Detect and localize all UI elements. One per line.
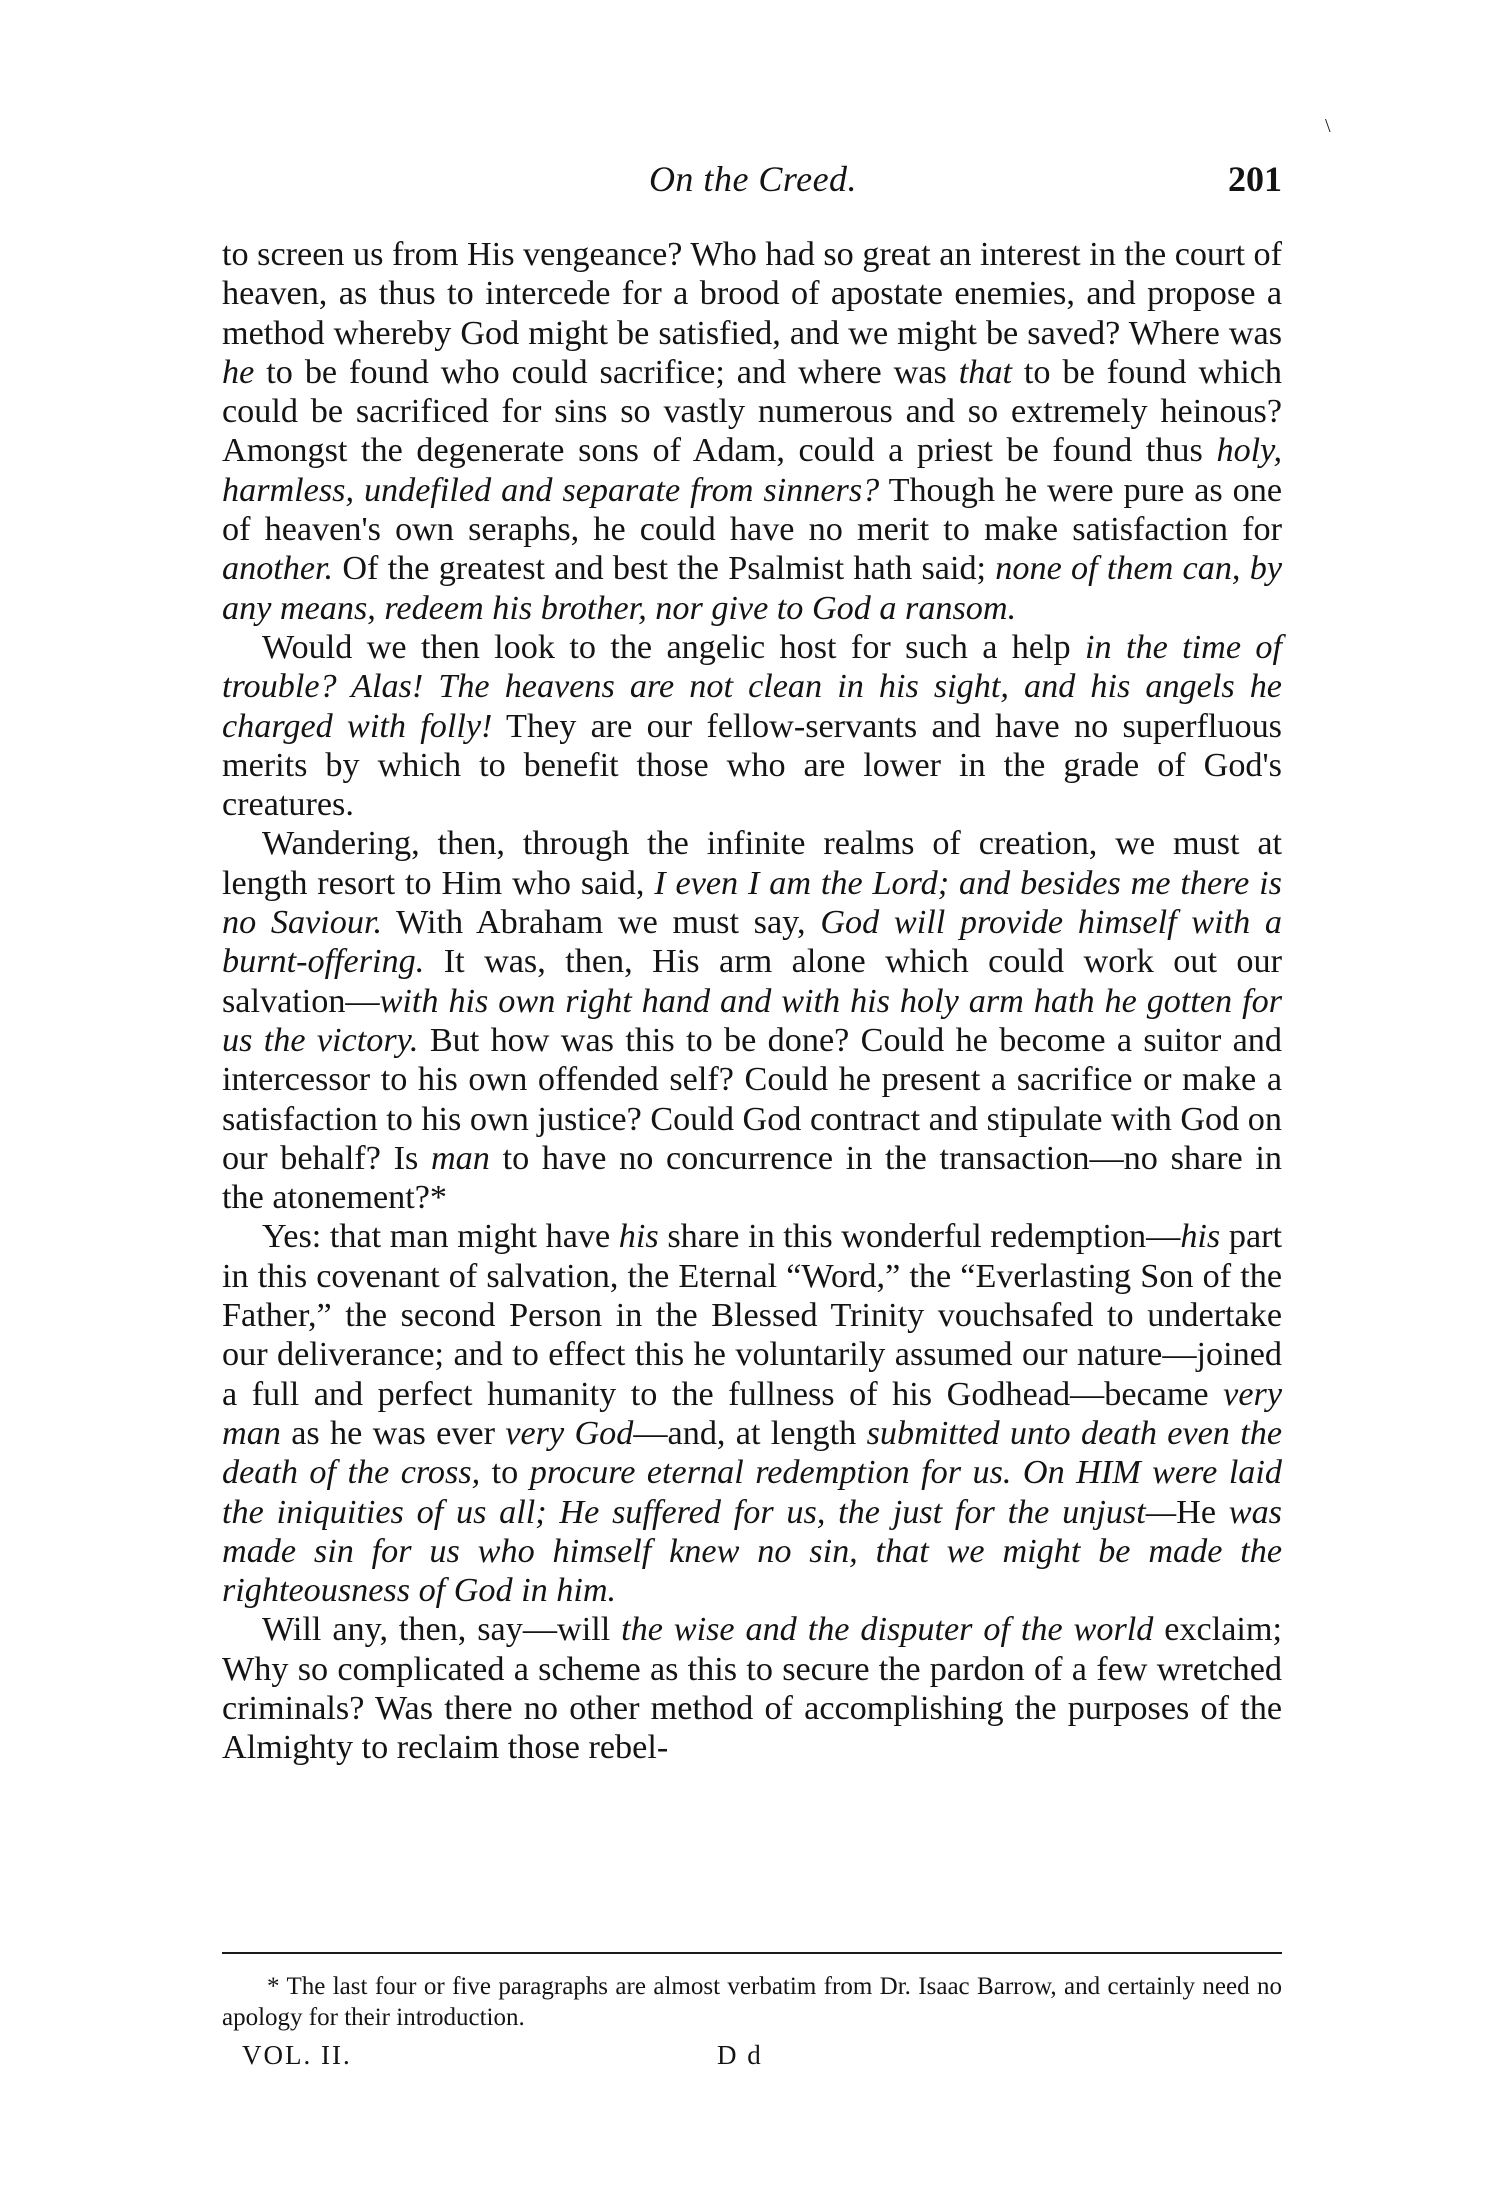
- italic-run: that: [958, 353, 1012, 391]
- text-run: Wandering, then, through the infinite realms of creation, we must at length resort to Him who said,: [222, 825, 1282, 902]
- text-run: to: [480, 1454, 530, 1492]
- text-run: He: [1176, 1493, 1229, 1531]
- italic-run: the wise and the disputer of the world: [621, 1611, 1154, 1649]
- page-number: 201: [1228, 159, 1282, 199]
- text-run: Would we then look to the angelic host for such a help: [262, 628, 1086, 666]
- text-run: part in this covenant of salvation, the Eternal “Word,” the “Everlasting Son of the Father,” the second Person in the Blessed Trinity vouchsafed to undertake our deliverance; and to effect this he voluntarily assumed our nature—joined a full and perfect humanity to the fullness of his Godhead—became: [222, 1218, 1283, 1413]
- italic-run: God will provide himself with a burnt-offering.: [222, 904, 1283, 981]
- text-run: But how was this to be done? Could he become a suitor and intercessor to his own offended self? Could he present a sacrifice or make a satisfaction to his own justice? Could God contract and stipulate with God on our behalf? Is: [222, 1021, 1282, 1177]
- text-run: —and, at length: [633, 1414, 867, 1452]
- text-run: exclaim; Why so complicated a scheme as this to secure the pardon of a few wretched criminals? Was there no other method of accomplishing the purposes of the Almighty to reclaim those rebel-: [222, 1611, 1282, 1767]
- signature-line: [222, 2040, 1282, 2076]
- footnote-rule: [222, 1952, 1282, 1954]
- paragraph: [222, 628, 1282, 824]
- italic-run: with his own right hand and with his holy arm hath he gotten for us the victory.: [222, 982, 1282, 1059]
- text-run: to screen us from His vengeance? Who had so great an interest in the court of heaven, as thus to intercede for a brood of apostate enemies, and propose a method whereby God might be satisfied, and we might be saved? Where was: [222, 236, 1282, 352]
- italic-run: procure eternal redemption for us. On HIM were laid the iniquities of us all; He suffered for us, the just for the unjust—: [222, 1454, 1282, 1531]
- italic-run: very man: [222, 1375, 1282, 1452]
- italic-run: his: [618, 1218, 659, 1256]
- running-head: [218, 158, 1288, 208]
- text-run: as he was ever: [280, 1414, 506, 1452]
- italic-run: submitted unto death even the death of the cross,: [222, 1414, 1282, 1492]
- italic-run: in the time of trouble? Alas! The heavens are not clean in his sight, and his angels he charged with folly!: [222, 628, 1282, 745]
- text-run: They are our fellow-servants and have no superfluous merits by which to benefit those who are lower in the grade of God's creatures.: [222, 707, 1282, 824]
- paragraph: [222, 235, 1282, 628]
- text-run: to be found who could sacrifice; and where was: [254, 353, 959, 391]
- text-run: to have no concurrence in the transaction—no share in the atonement?*: [222, 1139, 1283, 1217]
- text-run: Though he were pure as one of heaven's own seraphs, he could have no merit to make satisfaction for: [222, 471, 1282, 549]
- italic-run: holy, harmless, undefiled and separate from sinners?: [222, 432, 1282, 509]
- italic-run: none of them can, by any means, redeem his brother, nor give to God a ransom.: [222, 550, 1282, 627]
- italic-run: I even I am the Lord; and besides me there is no Saviour.: [222, 864, 1282, 942]
- italic-run: very God: [505, 1414, 634, 1452]
- paragraph: [222, 1610, 1282, 1767]
- paragraph: [222, 824, 1282, 1217]
- text-run: It was, then, His arm alone which could work out our salvation—: [222, 943, 1282, 1020]
- italic-run: was made sin for us who himself knew no sin, that we might be made the righteousness of God in him.: [222, 1493, 1282, 1610]
- italic-run: another.: [222, 550, 334, 588]
- running-title: On the Creed.: [648, 159, 858, 199]
- text-run: Will any, then, say—will: [262, 1611, 622, 1649]
- italic-run: his: [1180, 1218, 1221, 1256]
- italic-run: man: [430, 1139, 490, 1177]
- text-run: Yes: that man might have: [262, 1218, 619, 1256]
- italic-run: he: [222, 353, 255, 391]
- text-run: With Abraham we must say,: [382, 904, 821, 942]
- signature-mark: D d: [717, 2040, 763, 2070]
- paragraph: [222, 1217, 1282, 1610]
- body-text: [222, 235, 1282, 1768]
- text-run: share in this wonderful redemption—: [658, 1218, 1181, 1256]
- footnote: * The last four or five paragraphs are almost verbatim from Dr. Isaac Barrow, and certainly need no apology for their introduction.: [222, 1973, 1282, 2031]
- stray-mark: \: [1325, 115, 1331, 137]
- volume-mark: VOL. II.: [242, 2040, 352, 2070]
- text-run: to be found which could be sacrificed for sins so vastly numerous and so extremely heinous? Amongst the degenerate sons of Adam, could a priest be found thus: [222, 353, 1283, 470]
- text-run: Of the greatest and best the Psalmist hath said;: [333, 550, 996, 588]
